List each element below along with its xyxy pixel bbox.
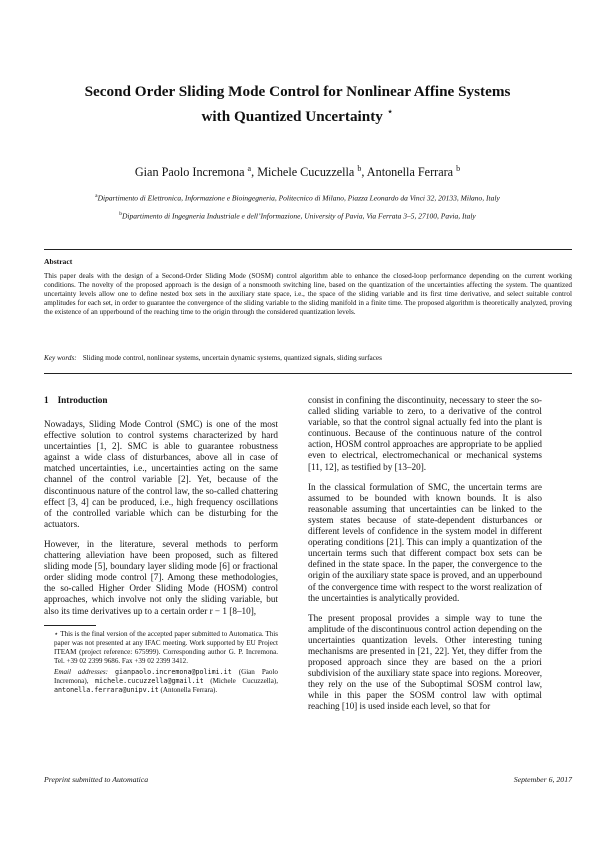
paragraph: consist in confining the discontinuity, necessary to steer the so-called sliding variable to zero, to a derivative of the control variable, so that the control signal actually fed into the plant is continuous. Because of the continuous nature of the control action, HOSM control approaches are appropriate to be applied even to electrical, electromechanical or mechanical systems [11, 12], as testified by [13–20]. — [308, 395, 542, 472]
paragraph: In the classical formulation of SMC, the uncertain terms are assumed to be bounded with known bounds. It is also reasonable assuming that uncertainties can be linked to the system states because of state-dependent disturbances or different levels of confidence in the system model in different operating conditions [21]. This can imply a quantization of the uncertain terms such that different compact box sets can be defined in the state space. In the paper, the convergence to the origin of the auxiliary state space is proved, and an upperbound of the convergence time with respect to the worst realization of the uncertainties is analytically provided. — [308, 481, 542, 603]
abstract-top-rule — [44, 249, 572, 250]
footnote-star: ⋆ — [54, 630, 59, 638]
section-heading — [44, 395, 107, 405]
paragraph: Nowadays, Sliding Mode Control (SMC) is one of the most effective solution to control systems characterized by hard uncertainties [1, 2]. SMC is able to guarantee robustness against a wide class of disturbances, above all in case of matched uncertainties, i.e., uncertainties acting on the same channel of the control variable [2]. Yet, because of the discontinuous nature of the control law, the so-called chattering effect [3, 4] can be produced, i.e., high frequency oscillations of the controlled variable which can be disturbing for the actuators. — [44, 419, 278, 529]
paper-title — [0, 82, 595, 127]
left-column — [44, 419, 278, 626]
email-label: Email addresses: — [54, 668, 108, 676]
email-link[interactable]: michele.cucuzzella@gmail.it — [94, 677, 204, 685]
keywords-text: Sliding mode control, nonlinear systems, uncertain dynamic systems, quantized signals, sliding surfaces — [82, 354, 382, 362]
affiliation-mark: b — [119, 211, 122, 217]
title-line-1: Second Order Sliding Mode Control for Nonlinear Affine Systems — [84, 83, 511, 100]
email-owner: (Michele Cucuzzella), — [210, 677, 278, 685]
email-link[interactable]: antonella.ferrara@unipv.it — [54, 686, 159, 694]
affiliation-text: Dipartimento di Elettronica, Informazione e Bioingegneria, Politecnico di Milano, Piazza Leonardo da Vinci 32, 20133, Milano, Italy — [97, 193, 500, 203]
footnotes — [44, 630, 278, 697]
section-title: Introduction — [57, 395, 108, 405]
affiliation-b — [20, 211, 575, 221]
affiliation-text: Dipartimento di Ingegneria Industriale e dell’Informazione, University of Pavia, Via Ferrata 3–5, 27100, Pavia, Italy — [121, 211, 476, 221]
paragraph: However, in the literature, several methods to perform chattering alleviation have been proposed, such as filtered sliding mode [5], boundary layer sliding mode [6] or fractional order sliding mode control [7]. Among these methodologies, the so-called Higher Order Sliding Mode (HOSM) control approaches, which involve not only the sliding variable, but also its time derivatives up to a certain order r − 1 [8–10], — [44, 538, 278, 616]
title-star: ⋆ — [386, 106, 394, 118]
email-link[interactable]: gianpaolo.incremona@polimi.it — [114, 668, 232, 676]
abstract-text: This paper deals with the design of a Second-Order Sliding Mode (SOSM) control algorithm able to enhance the closed-loop performance depending on the current working conditions. The novelty of the proposed approach is the design of a nonsmooth switching line, based on the quantization of the uncertainties affecting the system. The quantized uncertainty levels allow one to define nested box sets in the auxiliary state space, i.e., the space of the sliding variable and its first time derivative, and select suitable control amplitudes for each set, in order to guarantee the convergence of the sliding variable to the sliding manifold in a finite time. The proposed algorithm is theoretically analyzed, proving the existence of an upperbound of the reaching time to the origin through the considered quantization levels. — [44, 272, 572, 317]
footnote-text: ⋆ This is the final version of the accepted paper submitted to Automatica. This paper was not presented at any IFAC meeting. Work supported by EU Project ITEAM (project reference: 675999). Corresponding author G. P. Incremona. Tel. +39 02 2399 9686. Fax +39 02 2399 3412. — [54, 630, 278, 665]
email-owner: (Gian Paolo Incremona), — [54, 668, 278, 685]
paragraph: The present proposal provides a simple way to tune the amplitude of the discontinuous control action depending on the uncertainties quantization levels. Other interesting tuning mechanisms are presented in [21, 22]. Yet, they differ from the proposed approach since they are based on the a priori subdivision of the auxiliary state space into regions. Moreover, they rely on the use of the Suboptimal SOSM control law, while in this paper the SOSM control law with optimal reaching [10] is used inside each level, so that for — [308, 612, 542, 712]
title-line-2: with Quantized Uncertainty ⋆ — [201, 106, 394, 126]
footer-preprint-note: Preprint submitted to Automatica — [44, 775, 149, 784]
author-name: Antonella Ferrara — [366, 165, 454, 180]
abstract-bottom-rule — [44, 373, 572, 374]
author-name: Gian Paolo Incremona — [134, 165, 245, 180]
author-list: Gian Paolo Incremona $^a$, Michele Cucuzzella $^b$, Antonella Ferrara $^b$ — [134, 164, 461, 180]
footnote-emails — [44, 668, 278, 695]
author-name: Michele Cucuzzella — [257, 165, 355, 180]
affiliation-a — [20, 193, 575, 203]
keywords — [44, 354, 572, 362]
author-affiliation-mark: b — [357, 164, 362, 173]
email-owner: (Antonella Ferrara). — [160, 686, 218, 694]
affiliation-mark: a — [95, 193, 98, 199]
author-affiliation-mark: a — [247, 164, 252, 173]
author-affiliation-mark: b — [456, 164, 461, 173]
abstract-heading: Abstract — [44, 257, 73, 266]
footer-date: September 6, 2017 — [513, 775, 572, 784]
right-column — [308, 395, 542, 722]
footnote-rule — [44, 625, 96, 626]
keywords-label: Key words: — [44, 354, 77, 362]
section-number: 1 — [44, 395, 49, 405]
